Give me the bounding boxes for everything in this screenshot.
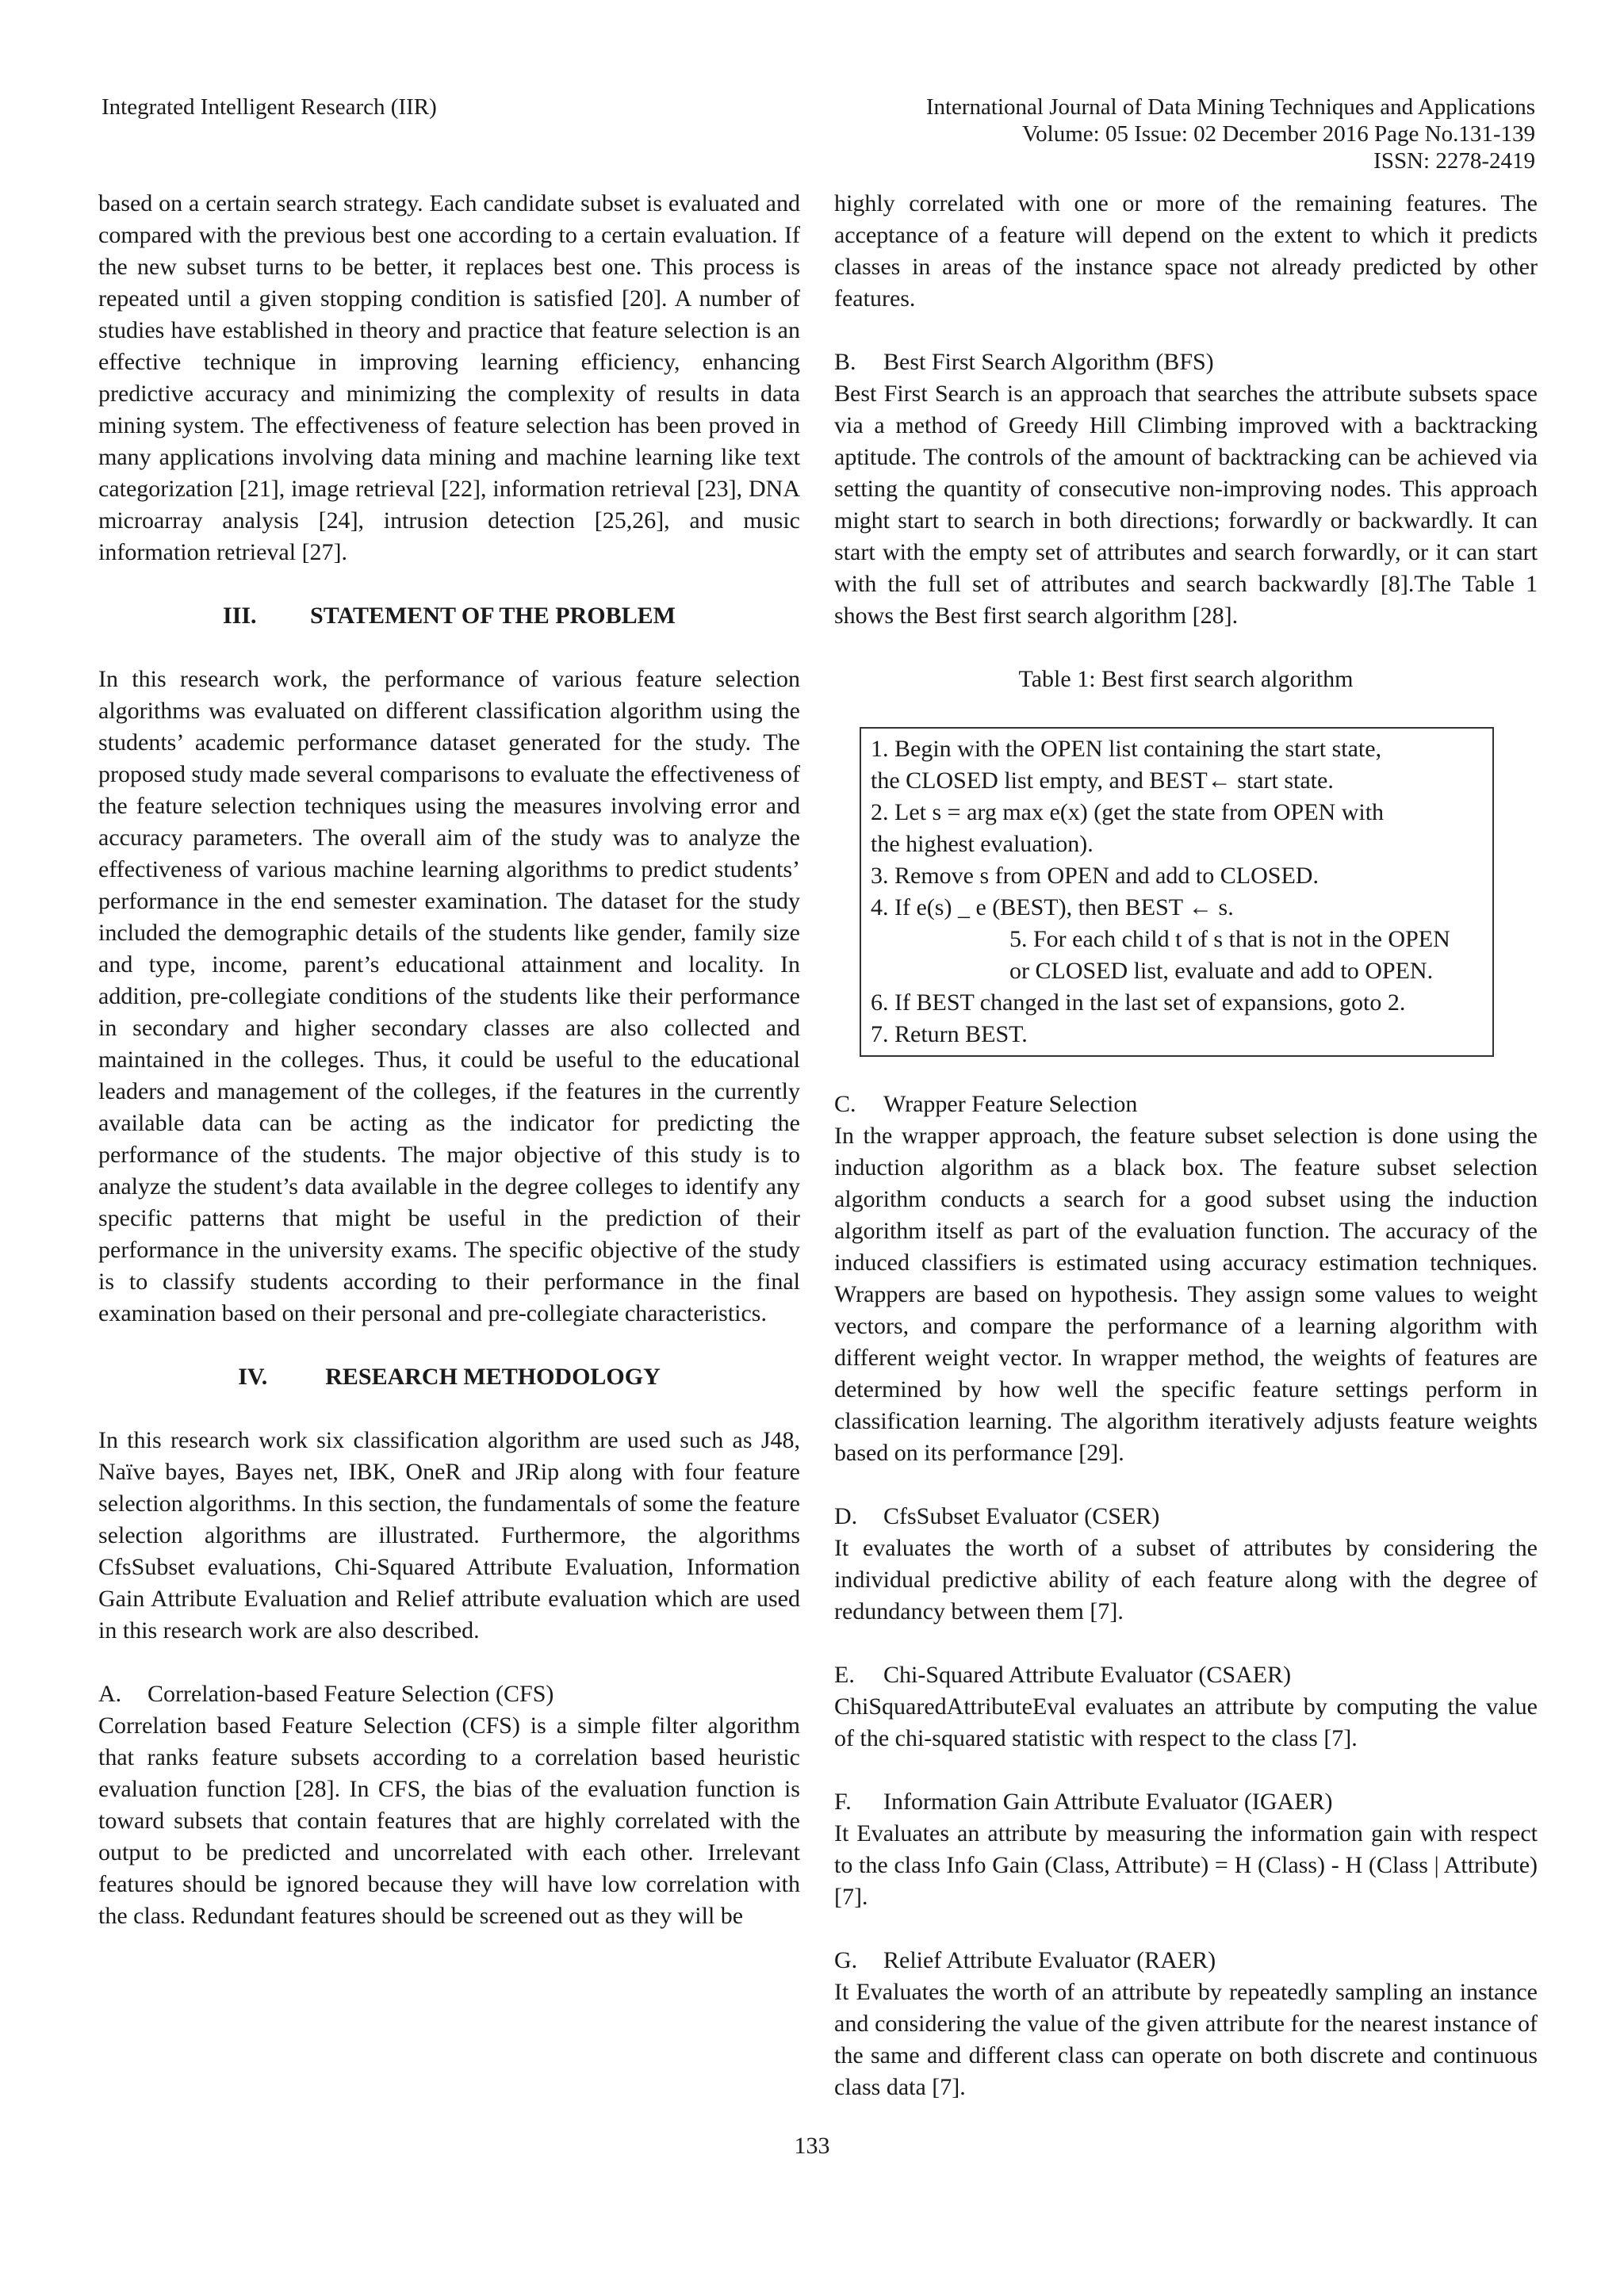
section-heading-iii xyxy=(98,600,800,632)
paragraph: highly correlated with one or more of the remaining features. The acceptance of a feature will depend on the extent to which it predicts classes in areas of the instance space not already predicted by other features. xyxy=(834,190,1538,312)
paragraph: ChiSquaredAttributeEval evaluates an attribute by computing the value of the chi-squared statistic with respect to the class [7]. xyxy=(834,1693,1538,1751)
subsection-heading-e xyxy=(834,1659,1538,1691)
subsection-letter: G. xyxy=(834,1947,858,1973)
section-heading-iv xyxy=(98,1361,800,1393)
running-header-left: Integrated Intelligent Research (IIR) xyxy=(102,94,437,120)
section-number: III. xyxy=(223,603,257,629)
subsection-title: Chi-Squared Attribute Evaluator (CSAER) xyxy=(883,1662,1292,1688)
journal-issn: ISSN: 2278-2419 xyxy=(1373,148,1535,174)
paragraph: Correlation based Feature Selection (CFS) is a simple filter algorithm that ranks feature subsets according to a correlation based heuristic evaluation function [28]. In CFS, the bias of the evaluation function is toward subsets that contain features that are highly correlated with the output to be predicted and uncorrelated with each other. Irrelevant features should be ignored because they will have low correlation with the class. Redundant features should be screened out as they will be xyxy=(98,1712,800,1929)
subsection-title: CfsSubset Evaluator (CSER) xyxy=(883,1503,1160,1529)
subsection-heading-d xyxy=(834,1501,1538,1533)
algorithm-line: 3. Remove s from OPEN and add to CLOSED. xyxy=(871,863,1319,889)
page-number: 133 xyxy=(794,2133,830,2159)
subsection-heading-f xyxy=(834,1786,1538,1818)
paragraph: In this research work six classification algorithm are used such as J48, Naïve bayes, Bayes net, IBK, OneR and JRip along with four feature selection algorithms. In this section, the fundamentals of some the feature selection algorithms are illustrated. Furthermore, the algorithms CfsSubset evaluations, Chi-Squared Attribute Evaluation, Information Gain Attribute Evaluation and Relief attribute evaluation which are used in this research work are also described. xyxy=(98,1427,800,1644)
subsection-title: Best First Search Algorithm (BFS) xyxy=(883,349,1214,375)
algorithm-line: 4. If e(s) _ e (BEST), then BEST ← s. xyxy=(871,894,1234,920)
subsection-letter: F. xyxy=(834,1789,852,1815)
subsection-title: Information Gain Attribute Evaluator (IGAER) xyxy=(883,1789,1333,1815)
journal-title: International Journal of Data Mining Techniques and Applications xyxy=(925,94,1535,120)
subsection-title: Wrapper Feature Selection xyxy=(883,1091,1138,1117)
algorithm-line: or CLOSED list, evaluate and add to OPEN. xyxy=(1009,958,1434,984)
journal-volume: Volume: 05 Issue: 02 December 2016 Page No.131-139 xyxy=(1021,121,1535,147)
subsection-heading-a xyxy=(98,1678,800,1710)
subsection-letter: A. xyxy=(98,1681,122,1707)
algorithm-line: 5. For each child t of s that is not in the OPEN xyxy=(1009,926,1450,952)
algorithm-line: the CLOSED list empty, and BEST← start state. xyxy=(871,767,1334,794)
subsection-letter: C. xyxy=(834,1091,856,1117)
subsection-title: Correlation-based Feature Selection (CFS) xyxy=(147,1681,554,1707)
table-caption: Table 1: Best first search algorithm xyxy=(1018,666,1354,692)
subsection-letter: B. xyxy=(834,349,856,375)
paragraph: It evaluates the worth of a subset of attributes by considering the individual predictive ability of each feature along with the degree of redundancy between them [7]. xyxy=(834,1535,1538,1624)
paragraph: In the wrapper approach, the feature subset selection is done using the induction algorithm as a black box. The feature subset selection algorithm conducts a search for a good subset using the induction algorithm itself as part of the evaluation function. The accuracy of the induced classifiers is estimated using accuracy estimation techniques. Wrappers are based on hypothesis. They assign some values to weight vectors, and compare the performance of a learning algorithm with different weight vector. In wrapper method, the weights of features are determined by how well the specific feature settings perform in classification learning. The algorithm iteratively adjusts feature weights based on its performance [29]. xyxy=(834,1123,1538,1466)
paragraph: Best First Search is an approach that searches the attribute subsets space via a method of Greedy Hill Climbing improved with a backtracking aptitude. The controls of the amount of backtracking can be achieved via setting the quantity of consecutive non-improving nodes. This approach might start to search in both directions; forwardly or backwardly. It can start with the empty set of attributes and search forwardly, or it can start with the full set of attributes and search backwardly [8].The Table 1 shows the Best first search algorithm [28]. xyxy=(834,381,1538,629)
right-column xyxy=(834,188,1538,2103)
left-column xyxy=(98,188,800,1932)
subsection-heading-g xyxy=(834,1945,1538,1976)
algorithm-line: 1. Begin with the OPEN list containing the start state, xyxy=(871,736,1382,762)
paragraph: It Evaluates an attribute by measuring the information gain with respect to the class Info Gain (Class, Attribute) = H (Class) - H (Class | Attribute) [7]. xyxy=(834,1820,1538,1910)
section-title: RESEARCH METHODOLOGY xyxy=(325,1364,661,1390)
algorithm-line: 7. Return BEST. xyxy=(871,1021,1028,1047)
section-title: STATEMENT OF THE PROBLEM xyxy=(310,603,676,629)
paragraph: based on a certain search strategy. Each candidate subset is evaluated and compared with the previous best one according to a certain evaluation. If the new subset turns to be better, it replaces best one. This process is repeated until a given stopping condition is satisfied [20]. A number of studies have established in theory and practice that feature selection is an effective technique in improving learning efficiency, enhancing predictive accuracy and minimizing the complexity of results in data mining system. The effectiveness of feature selection has been proved in many applications involving data mining and machine learning like text categorization [21], image retrieval [22], information retrieval [23], DNA microarray analysis [24], intrusion detection [25,26], and music information retrieval [27]. xyxy=(98,190,800,565)
algorithm-line: 6. If BEST changed in the last set of expansions, goto 2. xyxy=(871,989,1406,1016)
subsection-heading-b xyxy=(834,346,1538,378)
running-header-right xyxy=(822,94,1535,174)
subsection-title: Relief Attribute Evaluator (RAER) xyxy=(883,1947,1216,1973)
subsection-letter: E. xyxy=(834,1662,855,1688)
subsection-letter: D. xyxy=(834,1503,858,1529)
algorithm-line: the highest evaluation). xyxy=(871,831,1094,857)
paragraph: In this research work, the performance of various feature selection algorithms was evaluated on different classification algorithm using the students’ academic performance dataset generated for the study. The proposed study made several comparisons to evaluate the effectiveness of the feature selection techniques using the measures involving error and accuracy parameters. The overall aim of the study was to analyze the effectiveness of various machine learning algorithms to predict students’ performance in the end semester examination. The dataset for the study included the demographic details of the students like gender, family size and type, income, parent’s educational attainment and locality. In addition, pre-collegiate conditions of the students like their performance in secondary and higher secondary classes are also collected and maintained in the colleges. Thus, it could be useful to the educational leaders and management of the colleges, if the features in the currently available data can be acting as the indicator for predicting the performance of the students. The major objective of this study is to analyze the student’s data available in the degree colleges to identify any specific patterns that might be useful in the prediction of their performance in the university exams. The specific objective of the study is to classify students according to their performance in the final examination based on their personal and pre-collegiate characteristics. xyxy=(98,666,800,1326)
paragraph: It Evaluates the worth of an attribute by repeatedly sampling an instance and considering the value of the given attribute for the nearest instance of the same and different class can operate on both discrete and continuous class data [7]. xyxy=(834,1979,1538,2100)
algorithm-box xyxy=(860,727,1494,1057)
subsection-heading-c xyxy=(834,1089,1538,1120)
section-number: IV. xyxy=(238,1364,268,1390)
algorithm-line: 2. Let s = arg max e(x) (get the state from OPEN with xyxy=(871,799,1385,825)
